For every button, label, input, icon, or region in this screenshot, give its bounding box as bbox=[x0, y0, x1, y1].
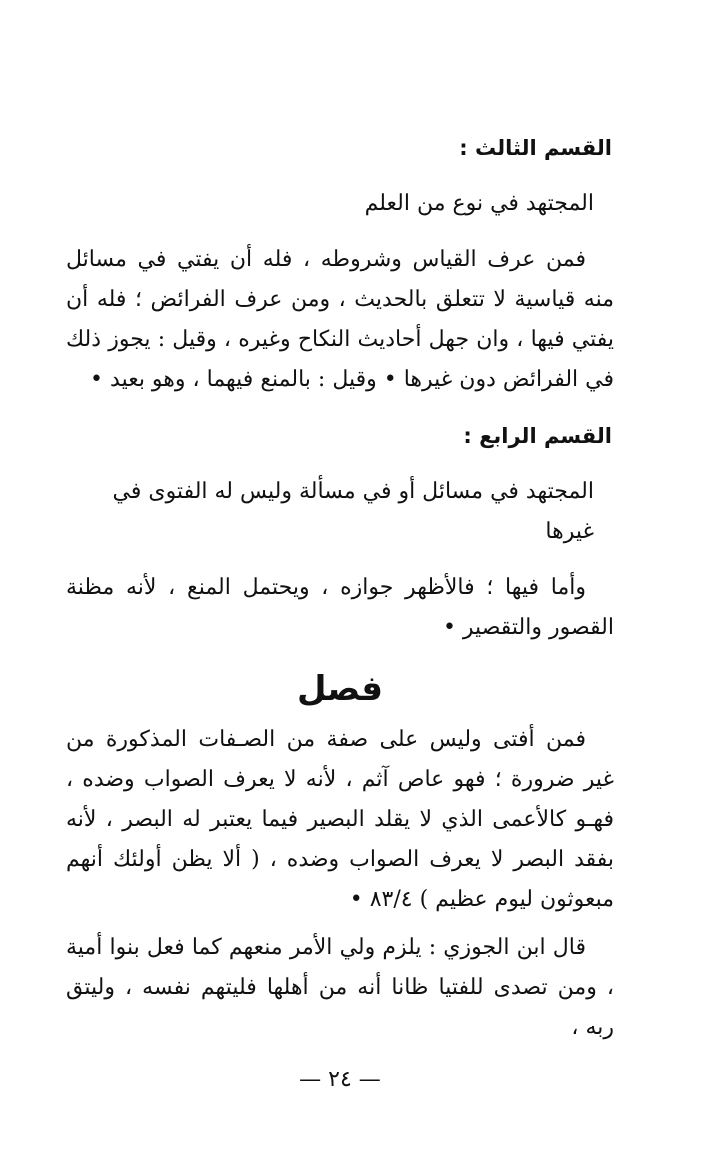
section-4-body: وأما فيها ؛ فالأظهر جوازه ، ويحتمل المنع ، لأنه مظنة القصور والتقصير • bbox=[66, 575, 614, 640]
fasl-body: فمن أفتى وليس على صفة من الصـفات المذكورة من غير ضرورة ؛ فهو عاص آثم ، لأنه لا يعرف الصواب وضده ، فهـو كالأعمى الذي لا يقلد البصير فيما يعتبر له البصر ، لأنه بفقد البصر لا يعرف الصواب وضده ، ( ألا يظن أولئك أنهم مبعوثون ليوم عظيم ) ٨٣/٤ • bbox=[66, 727, 614, 912]
page-number: — ٢٤ — bbox=[299, 1067, 381, 1092]
document-page bbox=[66, 128, 614, 1100]
fasl-quote: قال ابن الجوزي : يلزم ولي الأمر منعهم كما فعل بنوا أمية ، ومن تصدى للفتيا ظانا أنه من أهلها فليتهم نفسه ، وليتق ربه ، bbox=[66, 935, 614, 1040]
section-3-body: فمن عرف القياس وشروطه ، فله أن يفتي في مسائل منه قياسية لا تتعلق بالحديث ، ومن عرف الفرائض ؛ فله أن يفتي فيها ، وان جهل أحاديث النكاح وغيره ، وقيل : يجوز ذلك في الفرائض دون غيرها • وقيل : بالمنع فيهما ، وهو بعيد • bbox=[66, 247, 614, 392]
section-3-subtitle: المجتهد في نوع من العلم bbox=[364, 191, 594, 216]
section-4-heading: القسم الرابع : bbox=[463, 424, 612, 448]
fasl-title: فصل bbox=[296, 669, 384, 709]
section-4-subtitle: المجتهد في مسائل أو في مسألة وليس له الفتوى في غيرها bbox=[112, 479, 594, 544]
section-3-heading: القسم الثالث : bbox=[459, 136, 612, 160]
